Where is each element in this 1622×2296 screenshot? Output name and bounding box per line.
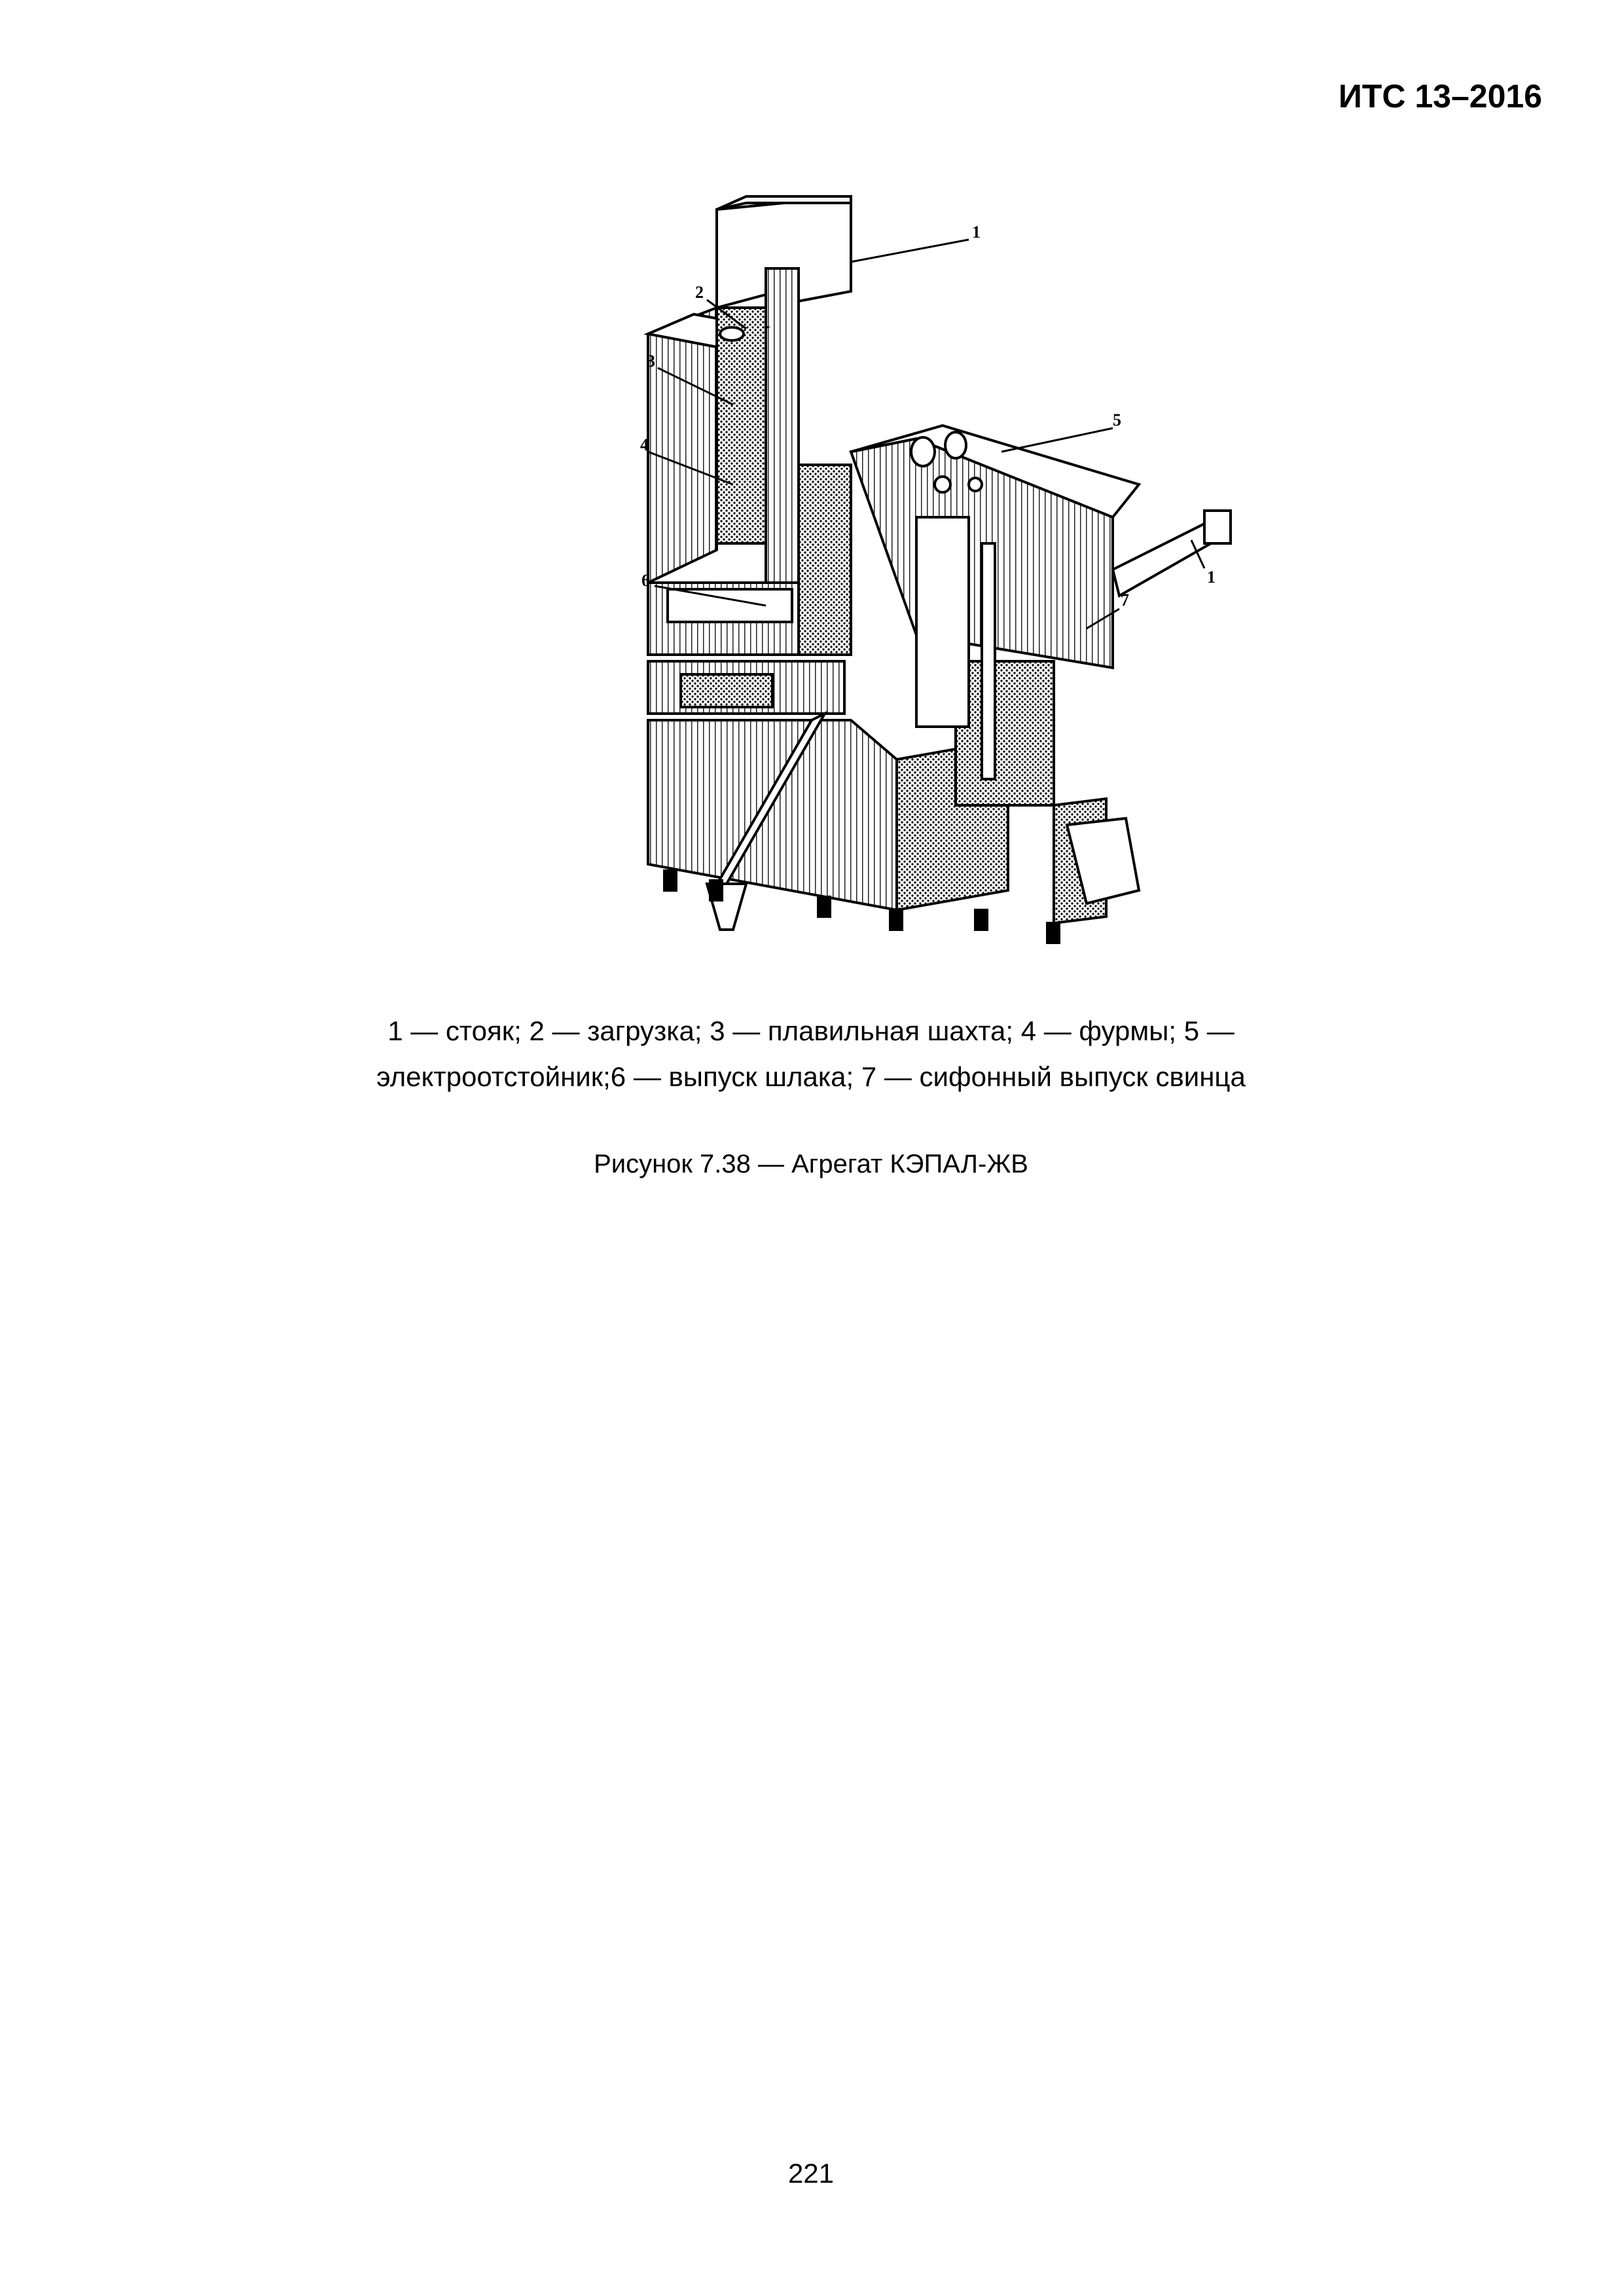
- leader-line-5: [1001, 428, 1113, 452]
- callout-number: 4: [640, 435, 649, 454]
- page-number: 221: [787, 2158, 835, 2189]
- callout-number: 5: [1113, 410, 1121, 429]
- legend-line: электроотстойник;6 — выпуск шлака; 7 — сифонный выпуск свинца: [376, 1061, 1246, 1092]
- callout-number: 2: [695, 283, 704, 302]
- document-code: ИТС 13–2016: [1338, 78, 1542, 115]
- callout-number: 6: [641, 571, 650, 590]
- charging-unit: [648, 308, 766, 583]
- kepal-unit-drawing: [550, 177, 1216, 962]
- siphon-lead-tap: [1054, 799, 1139, 923]
- callout-number: 3: [647, 352, 655, 371]
- callout-number: 7: [1121, 591, 1129, 610]
- tuyere-zone: [648, 661, 844, 714]
- figure-caption: Рисунок 7.38 — Агрегат КЭПАЛ-ЖВ: [594, 1150, 1028, 1178]
- leader-line-1: [851, 240, 969, 262]
- furnace-hearth: [648, 720, 1008, 910]
- callout-number: 1: [1207, 568, 1216, 587]
- electric-settler: [851, 426, 1139, 805]
- legend-line: 1 — стояк; 2 — загрузка; 3 — плавильная шахта; 4 — фурмы; 5 —: [387, 1015, 1235, 1046]
- figure-legend: [0, 1008, 1622, 1100]
- callout-number: 1: [972, 223, 981, 242]
